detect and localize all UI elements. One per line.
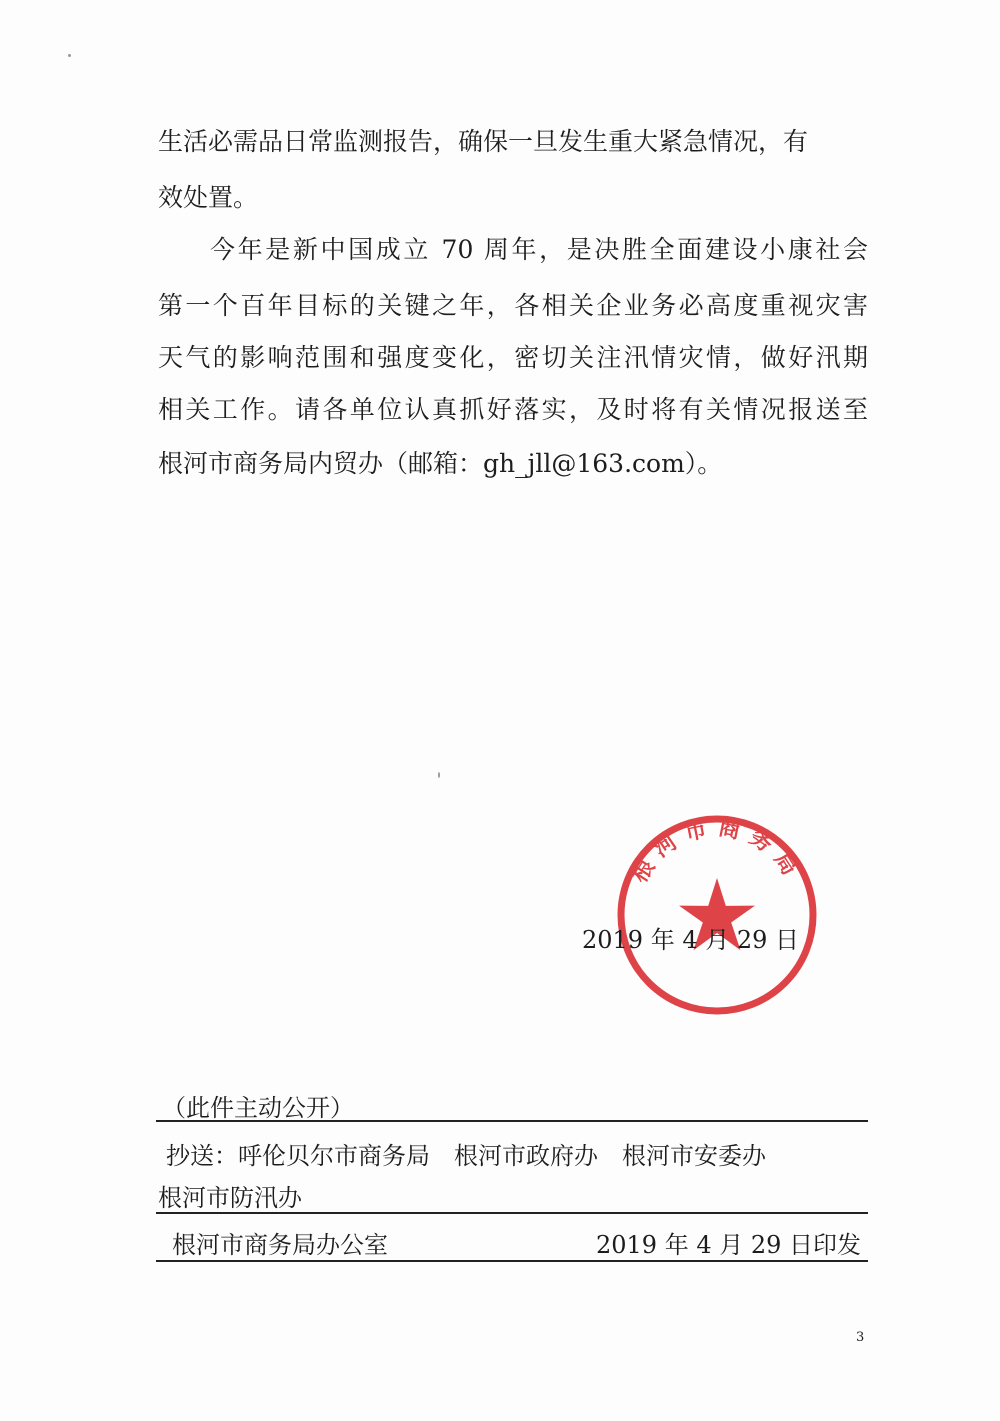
body-line-1: 生活必需品日常监测报告，确保一旦发生重大紧急情况，有 [158,127,809,156]
official-seal-icon [612,810,822,1020]
cc-recipients-line-1: 抄送：呼伦贝尔市商务局 根河市政府办 根河市安委办 [166,1142,766,1170]
body-line-5: 天气的影响范围和强度变化，密切关注汛情灾情，做好汛期 [158,343,868,372]
disclosure-note: （此件主动公开） [162,1094,354,1122]
body-line-4: 第一个百年目标的关键之年，各相关企业务必高度重视灾害 [158,291,868,320]
issuing-office: 根河市商务局办公室 [172,1231,388,1259]
footer-rule-top [156,1120,868,1122]
body-line-3: 今年是新中国成立 70 周年，是决胜全面建设小康社会 [210,235,868,264]
seal-text: 根河市商务局 [626,814,808,888]
body-line-6: 相关工作。请各单位认真抓好落实，及时将有关情况报送至 [158,395,868,424]
body-line-7: 根河市商务局内贸办（邮箱：gh_jll@163.com）。 [158,449,723,478]
footer-rule-bottom [156,1260,868,1262]
scan-speck [68,54,71,57]
issue-date: 2019 年 4 月 29 日印发 [596,1231,862,1259]
footer-rule-middle [156,1212,868,1214]
cc-recipients-line-2: 根河市防汛办 [158,1184,302,1212]
scan-speck [438,772,440,778]
signature-date: 2019 年 4 月 29 日 [582,926,800,954]
svg-text:根河市商务局 [626,814,807,887]
body-line-2: 效处置。 [158,183,259,212]
page-number: 3 [856,1330,865,1345]
